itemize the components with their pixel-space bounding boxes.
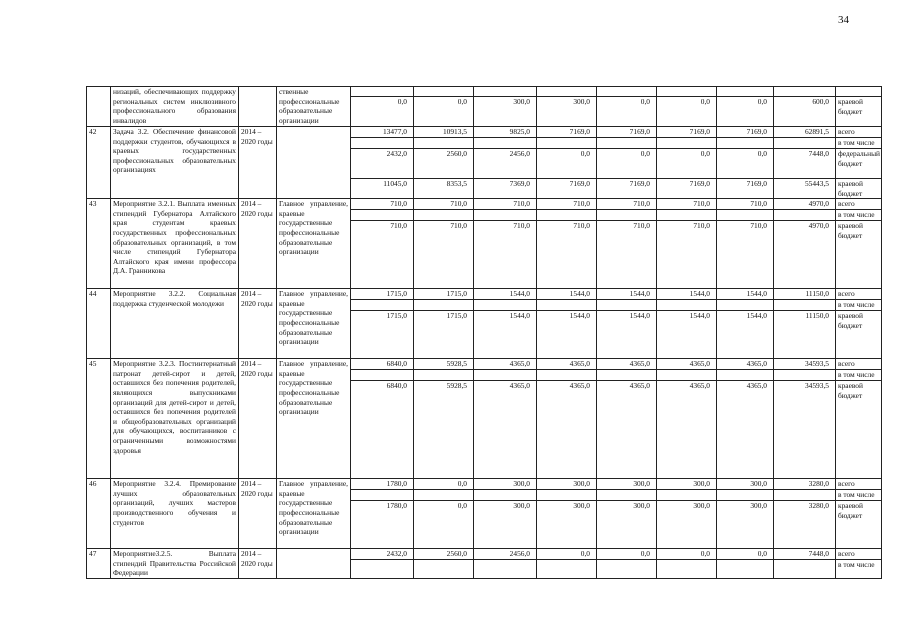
row-number: 43 [87, 199, 111, 289]
value-cell [351, 560, 414, 579]
row-executor: Главное управление, краевые государственные профессиональные образовательные организации [277, 359, 351, 479]
value-cell: 34593,5 [774, 381, 836, 479]
row-description: низаций, обеспечивающих поддержку региональных систем инклюзивного профессионального образования инвалидов [111, 87, 239, 127]
value-cell: 4365,0 [657, 381, 717, 479]
table-row [87, 199, 882, 210]
value-cell: 7448,0 [774, 549, 836, 560]
value-cell: 2456,0 [474, 149, 537, 179]
value-cell: 0,0 [657, 549, 717, 560]
source-cell: в том числе [836, 300, 882, 311]
value-cell: 300,0 [597, 479, 657, 490]
value-cell: 1715,0 [414, 289, 474, 300]
value-cell: 0,0 [657, 97, 717, 127]
value-cell [774, 370, 836, 381]
value-cell: 11150,0 [774, 311, 836, 359]
value-cell: 0,0 [597, 97, 657, 127]
value-cell: 0,0 [537, 149, 597, 179]
value-cell [597, 300, 657, 311]
value-cell: 11045,0 [351, 179, 414, 199]
value-cell: 4365,0 [597, 381, 657, 479]
budget-table [86, 86, 882, 579]
value-cell [774, 210, 836, 221]
value-cell [774, 490, 836, 501]
row-description: Мероприятие 3.2.3. Постинтернатный патронат детей-сирот и детей, оставшихся без попечения родителей, являющихся выпускниками организаций для детей-сирот и детей, оставшихся без попечения родителей и общеобразовательных организаций для обучающихся, воспитанников с ограниченными возможностями здоровья [111, 359, 239, 479]
value-cell [537, 210, 597, 221]
value-cell [351, 300, 414, 311]
value-cell: 4365,0 [537, 381, 597, 479]
value-cell: 7169,0 [717, 179, 774, 199]
value-cell [537, 138, 597, 149]
value-cell: 710,0 [474, 199, 537, 210]
value-cell: 710,0 [414, 199, 474, 210]
value-cell: 34593,5 [774, 359, 836, 370]
page-number: 34 [838, 14, 849, 26]
row-description: Мероприятие 3.2.2. Социальная поддержка студенческой молодежи [111, 289, 239, 359]
value-cell: 1544,0 [597, 311, 657, 359]
value-cell: 7169,0 [537, 179, 597, 199]
row-description: Мероприятие 3.2.1. Выплата именных стипендий Губернатора Алтайского края студентам краевых государственных профессиональных образовательных организаций, в том числе стипендий Губернатора Алтайского края имени профессора Д.А. Гранникова [111, 199, 239, 289]
value-cell: 5928,5 [414, 359, 474, 370]
source-cell: краевой бюджет [836, 179, 882, 199]
value-cell [717, 300, 774, 311]
value-cell: 4970,0 [774, 199, 836, 210]
value-cell [537, 490, 597, 501]
value-cell [774, 87, 836, 97]
value-cell: 300,0 [717, 479, 774, 490]
value-cell: 710,0 [351, 221, 414, 289]
value-cell: 4365,0 [474, 359, 537, 370]
value-cell: 2560,0 [414, 149, 474, 179]
value-cell [657, 490, 717, 501]
value-cell [597, 87, 657, 97]
value-cell [414, 87, 474, 97]
value-cell [717, 87, 774, 97]
value-cell [537, 370, 597, 381]
value-cell: 4970,0 [774, 221, 836, 289]
value-cell: 0,0 [717, 149, 774, 179]
value-cell: 2432,0 [351, 149, 414, 179]
value-cell: 1715,0 [351, 311, 414, 359]
value-cell: 710,0 [597, 221, 657, 289]
value-cell [717, 210, 774, 221]
value-cell: 710,0 [657, 199, 717, 210]
row-executor [277, 549, 351, 579]
value-cell [537, 560, 597, 579]
value-cell: 4365,0 [657, 359, 717, 370]
value-cell: 1544,0 [657, 289, 717, 300]
value-cell: 0,0 [657, 149, 717, 179]
value-cell: 0,0 [717, 549, 774, 560]
value-cell: 0,0 [597, 549, 657, 560]
table-row [87, 289, 882, 300]
value-cell [537, 300, 597, 311]
value-cell: 300,0 [474, 479, 537, 490]
table-row [87, 127, 882, 138]
value-cell: 710,0 [717, 221, 774, 289]
value-cell: 2456,0 [474, 549, 537, 560]
row-number: 45 [87, 359, 111, 479]
value-cell [474, 370, 537, 381]
source-cell: краевой бюджет [836, 311, 882, 359]
value-cell [537, 87, 597, 97]
value-cell: 7169,0 [717, 127, 774, 138]
value-cell [597, 370, 657, 381]
value-cell: 6840,0 [351, 359, 414, 370]
row-period [239, 87, 277, 127]
value-cell: 0,0 [597, 149, 657, 179]
value-cell [474, 300, 537, 311]
value-cell: 13477,0 [351, 127, 414, 138]
value-cell [657, 370, 717, 381]
value-cell [597, 138, 657, 149]
value-cell: 0,0 [351, 97, 414, 127]
value-cell [657, 210, 717, 221]
value-cell: 7448,0 [774, 149, 836, 179]
row-description: Задача 3.2. Обеспечение финансовой поддержки студентов, обучающихся в краевых государственных профессиональных образовательных организациях [111, 127, 239, 199]
value-cell: 2432,0 [351, 549, 414, 560]
value-cell [774, 138, 836, 149]
value-cell: 710,0 [414, 221, 474, 289]
source-cell: в том числе [836, 490, 882, 501]
row-executor: Главное управление, краевые государственные профессиональные образовательные организации [277, 289, 351, 359]
value-cell: 300,0 [474, 97, 537, 127]
value-cell: 1544,0 [597, 289, 657, 300]
value-cell: 7369,0 [474, 179, 537, 199]
value-cell: 710,0 [474, 221, 537, 289]
value-cell: 710,0 [537, 221, 597, 289]
source-cell: в том числе [836, 210, 882, 221]
value-cell: 1544,0 [717, 289, 774, 300]
value-cell: 0,0 [537, 549, 597, 560]
value-cell [414, 370, 474, 381]
source-cell [836, 87, 882, 97]
value-cell [657, 300, 717, 311]
value-cell: 7169,0 [597, 127, 657, 138]
value-cell: 62891,5 [774, 127, 836, 138]
source-cell: краевой бюджет [836, 381, 882, 479]
value-cell: 710,0 [537, 199, 597, 210]
value-cell: 6840,0 [351, 381, 414, 479]
source-cell: всего [836, 289, 882, 300]
row-period: 2014 – 2020 годы [239, 127, 277, 199]
row-period: 2014 – 2020 годы [239, 359, 277, 479]
value-cell: 1544,0 [717, 311, 774, 359]
value-cell [657, 138, 717, 149]
value-cell [351, 370, 414, 381]
value-cell [351, 210, 414, 221]
value-cell [717, 490, 774, 501]
row-period: 2014 – 2020 годы [239, 479, 277, 549]
value-cell [657, 560, 717, 579]
value-cell: 2560,0 [414, 549, 474, 560]
source-cell: всего [836, 359, 882, 370]
value-cell: 1544,0 [474, 311, 537, 359]
value-cell [597, 490, 657, 501]
source-cell: краевой бюджет [836, 501, 882, 549]
value-cell: 710,0 [597, 199, 657, 210]
value-cell: 10913,5 [414, 127, 474, 138]
row-description: Мероприятие3.2.5. Выплата стипендий Правительства Российской Федерации [111, 549, 239, 579]
row-number [87, 87, 111, 127]
value-cell: 0,0 [414, 501, 474, 549]
value-cell [351, 490, 414, 501]
value-cell: 600,0 [774, 97, 836, 127]
source-cell: всего [836, 549, 882, 560]
value-cell: 710,0 [351, 199, 414, 210]
value-cell [351, 138, 414, 149]
table-row [87, 479, 882, 490]
value-cell [474, 490, 537, 501]
value-cell: 0,0 [414, 479, 474, 490]
source-cell: в том числе [836, 370, 882, 381]
source-cell: всего [836, 127, 882, 138]
value-cell: 3280,0 [774, 479, 836, 490]
row-executor: ственные профессиональные образовательные организации [277, 87, 351, 127]
source-cell: в том числе [836, 560, 882, 579]
row-number: 46 [87, 479, 111, 549]
value-cell: 4365,0 [474, 381, 537, 479]
value-cell: 4365,0 [537, 359, 597, 370]
value-cell: 3280,0 [774, 501, 836, 549]
source-cell: федеральный бюджет [836, 149, 882, 179]
value-cell: 7169,0 [657, 179, 717, 199]
value-cell: 0,0 [414, 97, 474, 127]
value-cell [717, 370, 774, 381]
value-cell: 300,0 [717, 501, 774, 549]
value-cell: 300,0 [474, 501, 537, 549]
value-cell [474, 560, 537, 579]
table-row [87, 359, 882, 370]
value-cell: 4365,0 [717, 359, 774, 370]
value-cell [414, 560, 474, 579]
value-cell [414, 210, 474, 221]
value-cell: 300,0 [597, 501, 657, 549]
value-cell: 300,0 [537, 479, 597, 490]
value-cell [657, 87, 717, 97]
value-cell [474, 87, 537, 97]
value-cell: 300,0 [657, 501, 717, 549]
value-cell: 1780,0 [351, 479, 414, 490]
source-cell: всего [836, 479, 882, 490]
row-description: Мероприятие 3.2.4. Премирование лучших образовательных организаций, лучших мастеров производственного обучения и студентов [111, 479, 239, 549]
value-cell: 300,0 [537, 97, 597, 127]
value-cell [717, 138, 774, 149]
value-cell: 5928,5 [414, 381, 474, 479]
row-number: 47 [87, 549, 111, 579]
value-cell: 4365,0 [717, 381, 774, 479]
row-period: 2014 – 2020 годы [239, 199, 277, 289]
value-cell [597, 210, 657, 221]
row-period: 2014 – 2020 годы [239, 289, 277, 359]
value-cell: 0,0 [717, 97, 774, 127]
value-cell: 1544,0 [537, 311, 597, 359]
source-cell: краевой бюджет [836, 97, 882, 127]
value-cell [414, 300, 474, 311]
value-cell [414, 490, 474, 501]
value-cell: 1715,0 [414, 311, 474, 359]
table-row [87, 549, 882, 560]
source-cell: всего [836, 199, 882, 210]
value-cell [774, 560, 836, 579]
row-executor: Главное управление, краевые государственные профессиональные образовательные организации [277, 479, 351, 549]
value-cell [774, 300, 836, 311]
value-cell [414, 138, 474, 149]
value-cell: 55443,5 [774, 179, 836, 199]
table-row [87, 87, 882, 97]
value-cell [474, 210, 537, 221]
value-cell: 1544,0 [474, 289, 537, 300]
source-cell: краевой бюджет [836, 221, 882, 289]
row-executor [277, 127, 351, 199]
row-period: 2014 – 2020 годы [239, 549, 277, 579]
value-cell: 8353,5 [414, 179, 474, 199]
value-cell: 710,0 [657, 221, 717, 289]
row-number: 44 [87, 289, 111, 359]
value-cell: 1544,0 [657, 311, 717, 359]
value-cell: 7169,0 [537, 127, 597, 138]
value-cell: 7169,0 [657, 127, 717, 138]
source-cell: в том числе [836, 138, 882, 149]
row-number: 42 [87, 127, 111, 199]
value-cell: 300,0 [537, 501, 597, 549]
value-cell: 9825,0 [474, 127, 537, 138]
value-cell [597, 560, 657, 579]
value-cell [351, 87, 414, 97]
value-cell: 710,0 [717, 199, 774, 210]
value-cell [474, 138, 537, 149]
value-cell: 11150,0 [774, 289, 836, 300]
value-cell: 1780,0 [351, 501, 414, 549]
row-executor: Главное управление, краевые государственные профессиональные образовательные организации [277, 199, 351, 289]
value-cell: 1715,0 [351, 289, 414, 300]
value-cell: 4365,0 [597, 359, 657, 370]
value-cell: 1544,0 [537, 289, 597, 300]
value-cell [717, 560, 774, 579]
value-cell: 300,0 [657, 479, 717, 490]
value-cell: 7169,0 [597, 179, 657, 199]
